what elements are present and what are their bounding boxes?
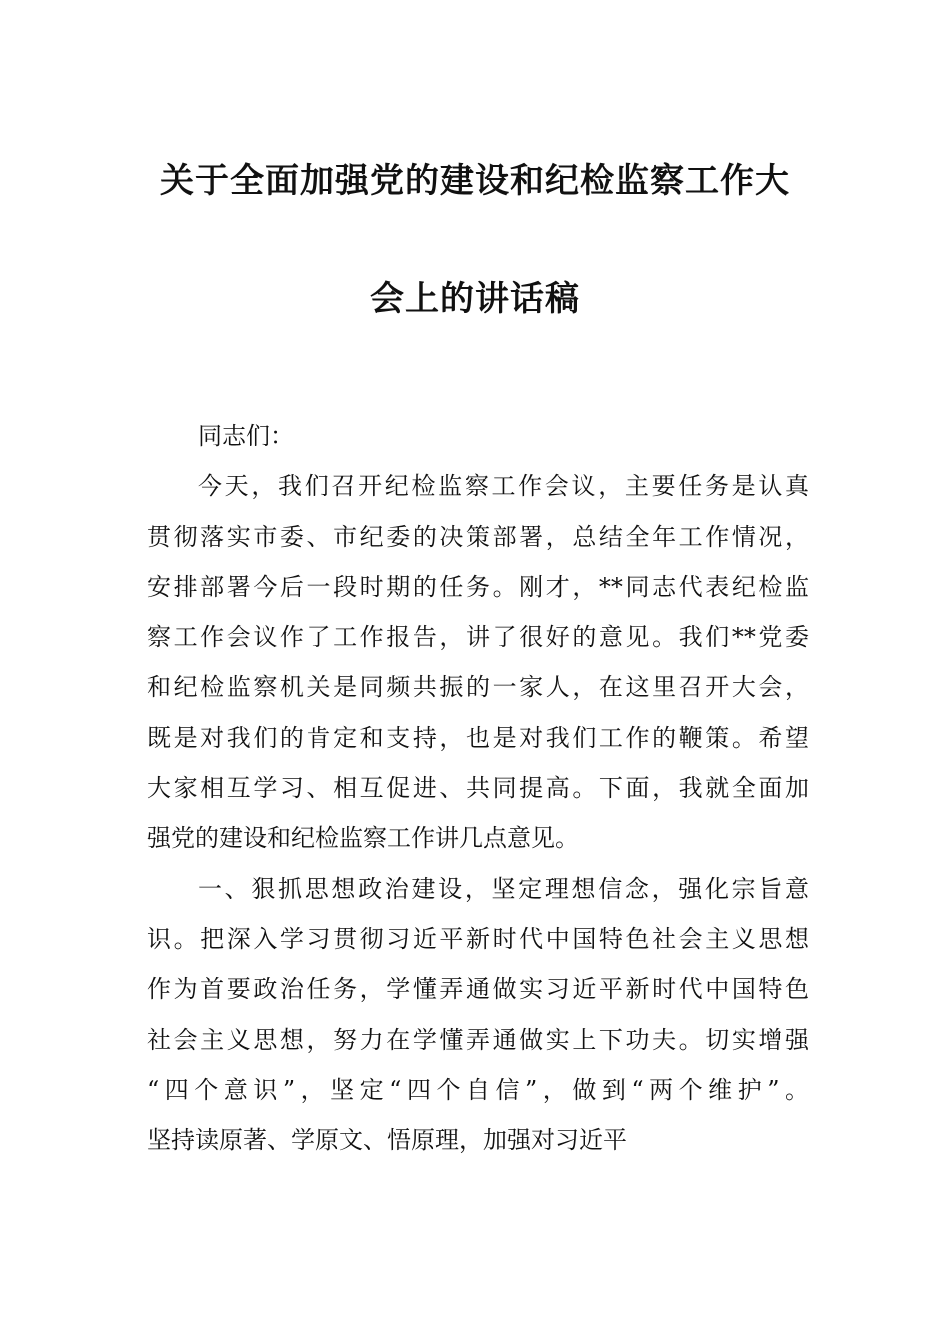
paragraph-line: “四个意识”，坚定“四个自信”，做到“两个维护”。 [147,1075,809,1104]
section-heading-line: 一、狠抓思想政治建设，坚定理想信念，强化宗旨意 [198,874,809,903]
paragraph-line: 大家相互学习、相互促进、共同提高。下面，我就全面加 [147,774,809,803]
speech-body [147,411,809,1165]
paragraph-line: 作为首要政治任务，学懂弄通做实习近平新时代中国特色 [147,975,809,1004]
salutation: 同志们： [198,422,294,450]
paragraph-line: 和纪检监察机关是同频共振的一家人，在这里召开大会， [147,673,809,702]
paragraph-line: 坚持读原著、学原文、悟原理，加强对习近平 [147,1126,627,1155]
paragraph-line: 察工作会议作了工作报告，讲了很好的意见。我们**党委 [147,623,809,652]
paragraph-line: 强党的建设和纪检监察工作讲几点意见。 [147,824,579,853]
document-title-line-1: 关于全面加强党的建设和纪检监察工作大 [160,161,790,201]
paragraph-line: 识。把深入学习贯彻习近平新时代中国特色社会主义思想 [147,924,809,953]
paragraph-line: 社会主义思想，努力在学懂弄通做实上下功夫。切实增强 [147,1025,809,1054]
paragraph-line: 今天，我们召开纪检监察工作会议，主要任务是认真 [198,472,809,501]
paragraph-line: 既是对我们的肯定和支持，也是对我们工作的鞭策。希望 [147,723,809,752]
paragraph-line: 安排部署今后一段时期的任务。刚才，**同志代表纪检监 [147,572,809,601]
document-title-line-2: 会上的讲话稿 [370,279,580,319]
paragraph-line: 贯彻落实市委、市纪委的决策部署，总结全年工作情况， [147,522,809,551]
